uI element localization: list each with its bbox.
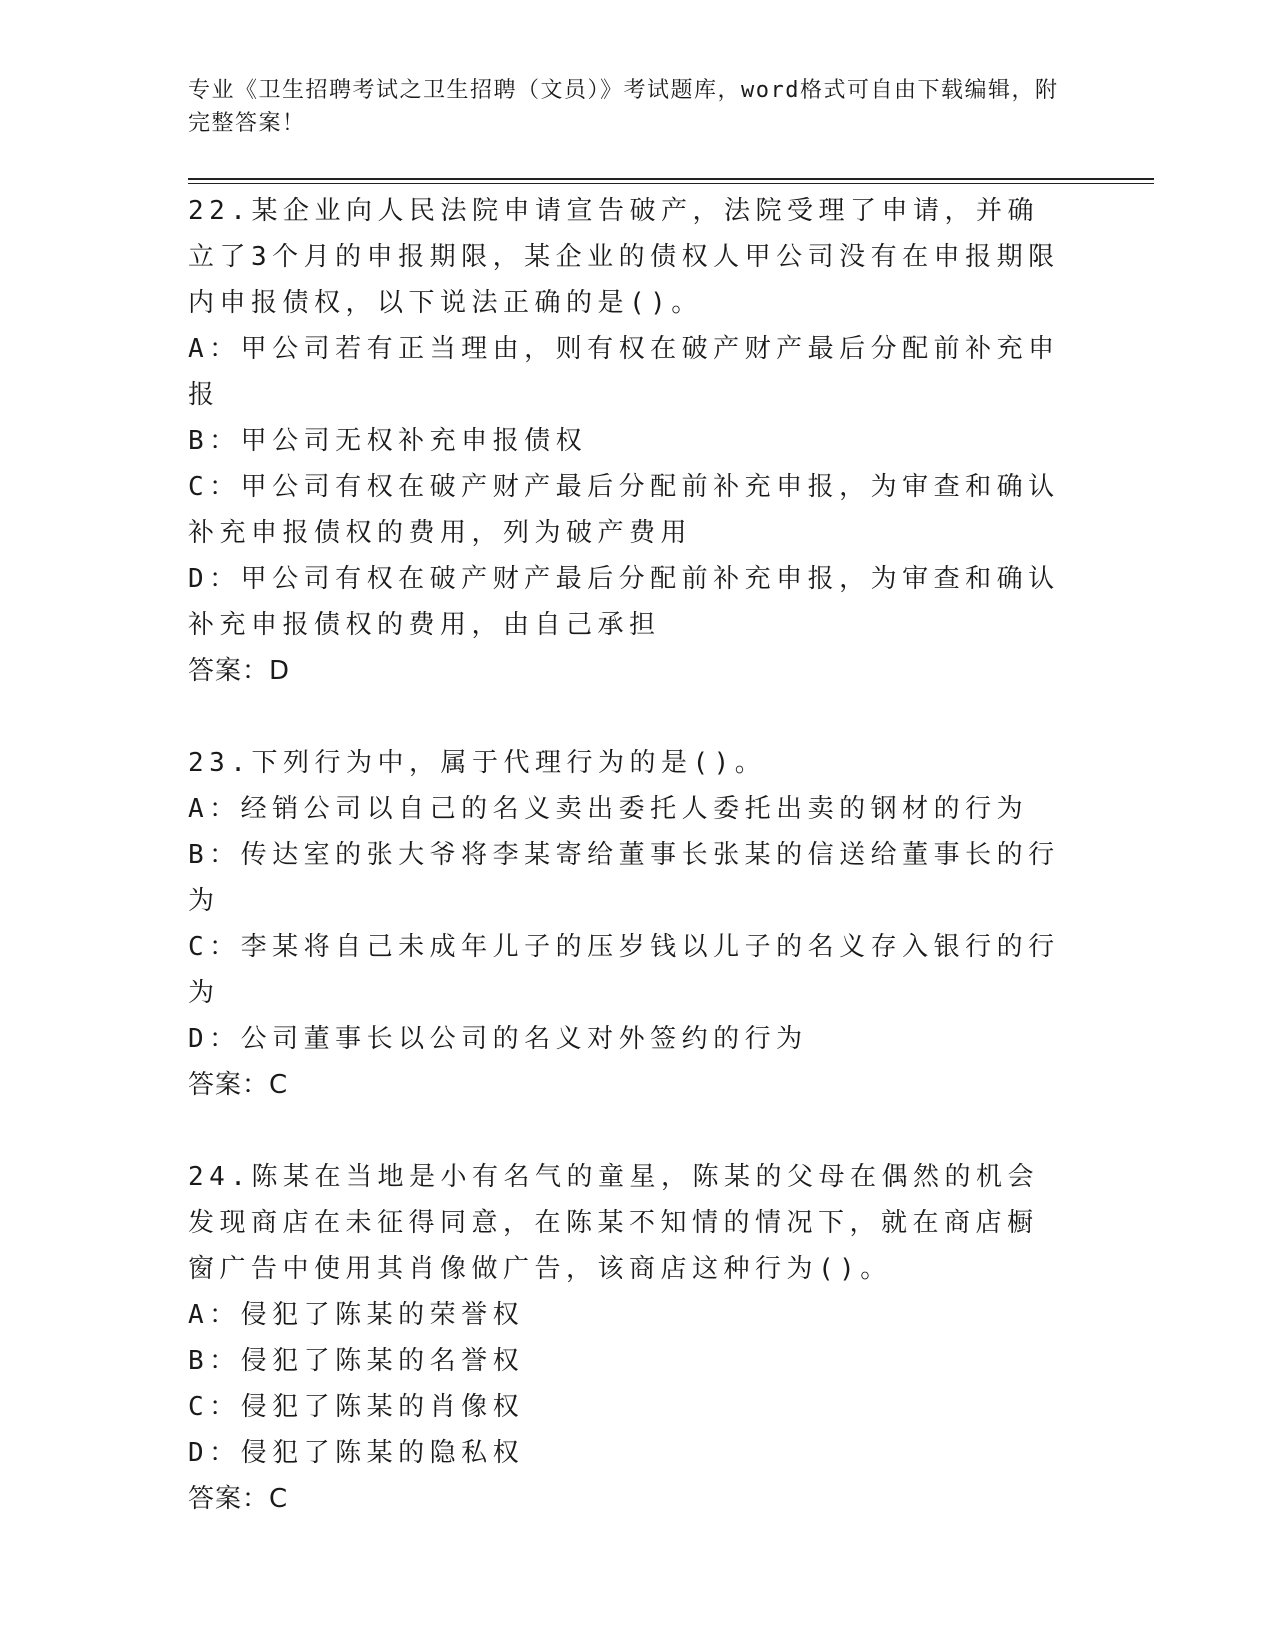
option-b: B：传达室的张大爷将李某寄给董事长张某的信送给董事长的行为 xyxy=(188,840,1060,916)
header-divider-thick xyxy=(188,178,1154,180)
answer-line: 答案：D xyxy=(188,656,291,686)
option-c: C：侵犯了陈某的肖像权 xyxy=(188,1392,525,1422)
question-stem: 23.下列行为中，属于代理行为的是()。 xyxy=(188,748,767,778)
page-header: 专业《卫生招聘考试之卫生招聘（文员）》考试题库，word格式可自由下载编辑，附完整答案！ xyxy=(188,78,1059,136)
option-a: A：经销公司以自己的名义卖出委托人委托出卖的钢材的行为 xyxy=(188,794,1029,824)
question-23 xyxy=(188,740,1088,1108)
option-b: B：侵犯了陈某的名誉权 xyxy=(188,1346,525,1376)
question-22 xyxy=(188,188,1088,694)
option-c: C：甲公司有权在破产财产最后分配前补充申报，为审查和确认补充申报债权的费用，列为破产费用 xyxy=(188,472,1060,548)
option-a: A：甲公司若有正当理由，则有权在破产财产最后分配前补充申报 xyxy=(188,334,1060,410)
option-d: D：甲公司有权在破产财产最后分配前补充申报，为审查和确认补充申报债权的费用，由自己承担 xyxy=(188,564,1060,640)
question-stem: 22.某企业向人民法院申请宣告破产，法院受理了申请，并确立了3个月的申报期限，某企业的债权人甲公司没有在申报期限内申报债权，以下说法正确的是()。 xyxy=(188,196,1060,318)
option-d: D：侵犯了陈某的隐私权 xyxy=(188,1438,525,1468)
option-d: D：公司董事长以公司的名义对外签约的行为 xyxy=(188,1024,808,1054)
option-c: C：李某将自己未成年儿子的压岁钱以儿子的名义存入银行的行为 xyxy=(188,932,1060,1008)
question-stem: 24.陈某在当地是小有名气的童星，陈某的父母在偶然的机会发现商店在未征得同意，在陈某不知情的情况下，就在商店橱窗广告中使用其肖像做广告，该商店这种行为()。 xyxy=(188,1162,1039,1284)
question-24 xyxy=(188,1154,1088,1522)
answer-line: 答案：C xyxy=(188,1070,289,1100)
question-list xyxy=(188,188,1088,1568)
option-b: B：甲公司无权补充申报债权 xyxy=(188,426,588,456)
header-divider-thin xyxy=(188,183,1154,184)
answer-line: 答案：C xyxy=(188,1484,289,1514)
option-a: A：侵犯了陈某的荣誉权 xyxy=(188,1300,525,1330)
